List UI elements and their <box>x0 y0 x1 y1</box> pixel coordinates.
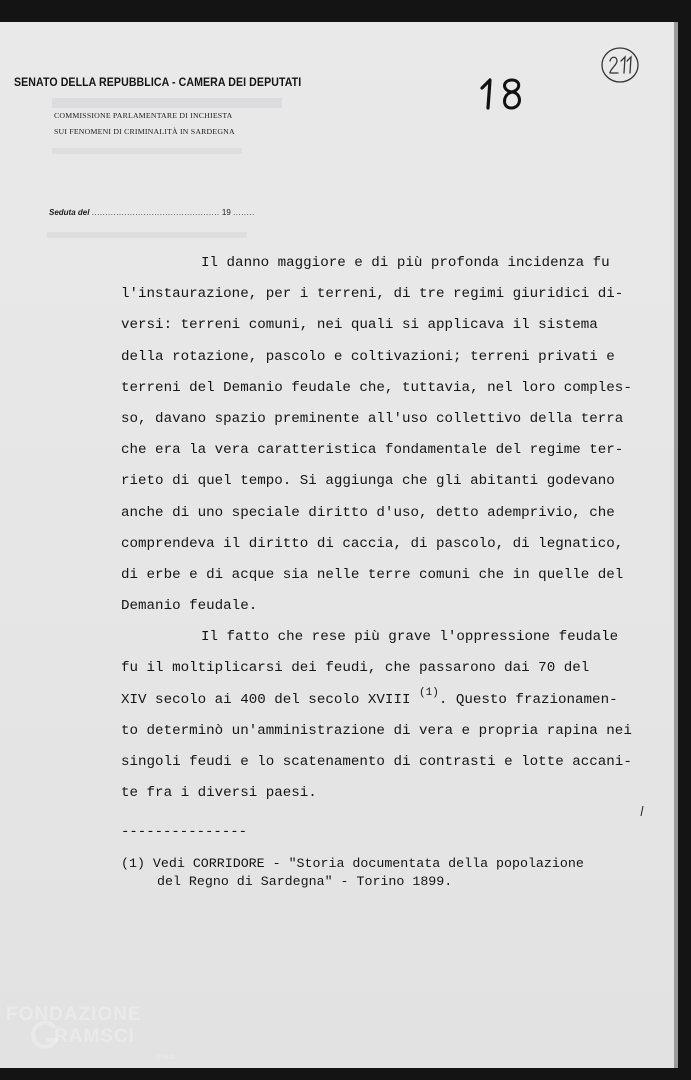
session-line <box>49 208 255 217</box>
bleed-through-heading <box>52 98 282 108</box>
page-edge <box>674 22 678 1068</box>
pen-mark <box>640 806 644 816</box>
footnote-line-2: del Regno di Sardegna" - Torino 1899. <box>157 874 453 889</box>
body-line-17: singoli feudi e lo scatenamento di contrasti e lotte accani- <box>121 754 632 770</box>
body-line-13: Il fatto che rese più grave l'oppressione feudale <box>201 629 619 646</box>
body-line-9: anche di uno speciale diritto d'uso, detto ademprivio, che <box>121 504 615 521</box>
bleed-through-subheading <box>52 148 242 154</box>
letterhead-title: SENATO DELLA REPUBBLICA - CAMERA DEI DEPUTATI <box>14 77 302 89</box>
body-line-11: di erbe e di acque sia nelle terre comuni che in quelle del <box>121 566 624 583</box>
body-line-16: to determinò un'amministrazione di vera e propria rapina nei <box>121 722 632 739</box>
body-line-15-text: XIV secolo ai 400 del secolo XVIII <box>121 691 411 708</box>
footnote-line-1: (1) Vedi CORRIDORE - "Storia documentata della popolazione <box>121 856 584 871</box>
body-line-18: te fra i diversi paesi. <box>121 785 317 802</box>
session-dots: ............................................... <box>91 208 220 217</box>
commission-line-1: COMMISSIONE PARLAMENTARE DI INCHIESTA <box>54 111 233 120</box>
body-line-5: terreni del Demanio feudale che, tuttavia, nel loro comples- <box>121 379 632 396</box>
body-line-1: Il danno maggiore e di più profonda incidenza fu <box>201 255 610 271</box>
fondazione-gramsci-logo <box>6 1004 186 1078</box>
handwritten-page-number <box>476 74 532 114</box>
session-year-dots: ........ <box>233 208 255 217</box>
circled-folio-number <box>600 45 640 85</box>
body-line-3: versi: terreni comuni, nei quali si applicava il sistema <box>121 317 598 334</box>
bleed-through-seduta <box>47 232 247 238</box>
body-line-4: della rotazione, pascolo e coltivazioni; terreni privati e <box>121 348 615 365</box>
body-line-2: l'instaurazione, per i terreni, di tre regimi giuridici di- <box>121 286 624 303</box>
footnote <box>121 855 621 891</box>
body-line-14: fu il moltiplicarsi dei feudi, che passarono dai 70 del <box>121 660 590 677</box>
logo-line-2: RAMSCI <box>54 1026 135 1047</box>
body-line-10: comprendeva il diritto di caccia, di pascolo, di legnatico, <box>121 535 624 552</box>
session-label: Seduta del <box>49 208 90 217</box>
logo-line-1: FONDAZIONE <box>6 1004 142 1025</box>
body-line-8: rieto di quel tempo. Si aggiunga che gli abitanti godevano <box>121 473 615 490</box>
body-line-15 <box>121 685 621 716</box>
body-line-15-tail: . Questo frazionamen- <box>438 691 618 708</box>
body-line-6: so, davano spazio preminente all'uso collettivo della terra <box>121 410 624 427</box>
body-line-12: Demanio feudale. <box>121 598 258 615</box>
session-year-prefix: 19 <box>221 208 231 217</box>
footnote-reference: (1) <box>419 686 439 699</box>
logo-suffix: onlus <box>156 1052 176 1061</box>
footnote-separator: --------------- <box>121 824 248 840</box>
body-line-7: che era la vera caratteristica fondamentale del regime ter- <box>121 442 624 459</box>
body-text <box>121 248 632 809</box>
commission-line-2: SUI FENOMENI DI CRIMINALITÀ IN SARDEGNA <box>54 127 235 136</box>
